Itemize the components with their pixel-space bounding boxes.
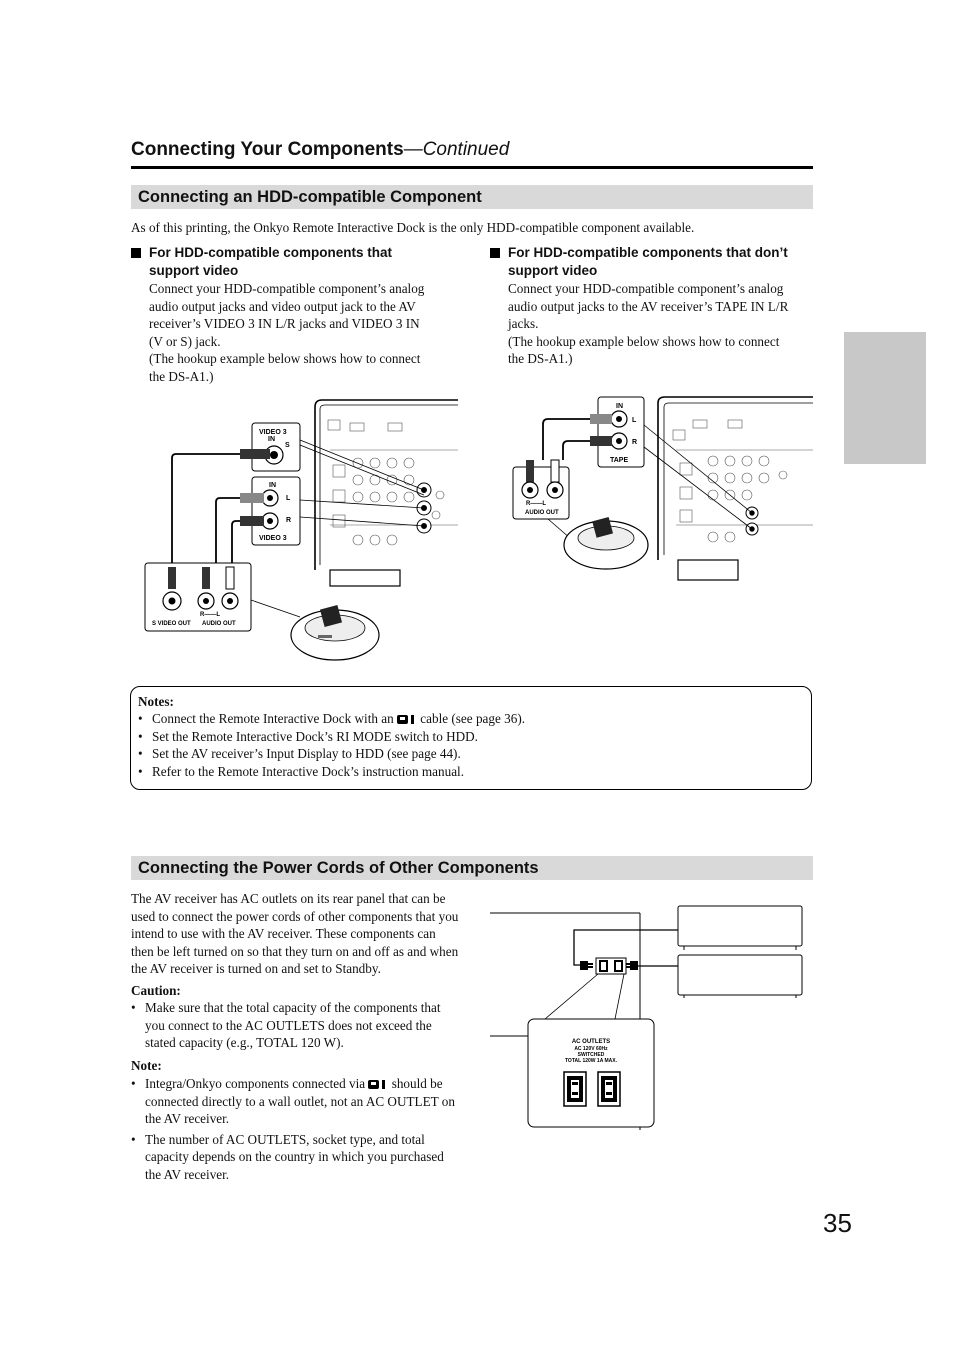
- cables: [172, 454, 240, 570]
- text-line: audio output jacks to the AV receiver’s TAPE IN L/R: [508, 298, 789, 314]
- dock-pointer-line: [251, 600, 300, 617]
- video3-label: VIDEO 3: [259, 429, 287, 436]
- ri-logo-icon: [397, 715, 417, 724]
- section-title-hdd: Connecting an HDD-compatible Component: [138, 188, 482, 206]
- dock-audio-out-panel: [513, 460, 569, 519]
- side-tab: [844, 332, 926, 464]
- ac-outlets-diagram: [490, 900, 810, 1132]
- caution-list: [131, 999, 441, 1052]
- text-line: [145, 1075, 455, 1093]
- r-label: R: [286, 517, 292, 524]
- text-line: (The hookup example below shows how to connect: [508, 333, 780, 349]
- left-col-heading-line2: support video: [149, 263, 239, 278]
- left-col-heading: [149, 244, 392, 280]
- remote-interactive-dock-image: [564, 517, 648, 569]
- note1-before: Integra/Onkyo components connected via: [145, 1076, 366, 1091]
- text-line: jacks.: [508, 316, 539, 332]
- r-l-label: R——L: [526, 501, 546, 507]
- square-bullet-icon: [131, 248, 141, 258]
- right-col-body: [508, 280, 788, 368]
- text-line: Connect your HDD-compatible component’s analog: [508, 281, 784, 296]
- right-col-heading: [508, 244, 788, 280]
- caution-title: Caution:: [131, 983, 181, 998]
- ac-outlets-title: AC OUTLETS: [571, 1039, 611, 1045]
- l-label: L: [286, 495, 291, 502]
- text-line: capacity depends on the country in which you purchased: [145, 1149, 444, 1165]
- plug-icon: [625, 961, 638, 970]
- audio-out-label: AUDIO OUT: [202, 621, 236, 627]
- page-heading-continued: —Continued: [403, 139, 510, 160]
- receiver-rear-panel: [315, 400, 458, 586]
- receiver-rear-panel: [658, 397, 813, 580]
- right-col-heading-line2: support video: [508, 263, 598, 278]
- note-text-before: Connect the Remote Interactive Dock with an: [152, 711, 394, 726]
- list-item: [131, 1131, 455, 1184]
- list-item: [131, 1075, 455, 1128]
- text-line: receiver’s VIDEO 3 IN L/R jacks and VIDEO 3 IN: [149, 316, 420, 332]
- callout-pointer-lines: [545, 974, 624, 1019]
- in-label: IN: [616, 403, 623, 410]
- callout-pointer-lines: [644, 425, 752, 529]
- hdd-video-hookup-diagram: [140, 395, 465, 670]
- text-line: the DS-A1.): [149, 368, 214, 384]
- ac-socket-icon: [564, 1072, 586, 1106]
- hdd-intro: As of this printing, the Onkyo Remote Interactive Dock is the only HDD-compatible component available.: [131, 220, 695, 235]
- tape-label: TAPE: [610, 457, 629, 464]
- l-label: L: [632, 417, 637, 424]
- list-item: [138, 710, 798, 728]
- page-heading: [131, 139, 509, 161]
- component-box-upper: [678, 906, 802, 950]
- hdd-audio-hookup-diagram: [508, 395, 818, 585]
- in-label: IN: [269, 482, 276, 489]
- notes-title: Notes:: [138, 694, 174, 709]
- in-label: IN: [268, 436, 275, 443]
- ac-outlets-line2: SWITCHED: [577, 1052, 605, 1058]
- note-list: [131, 1075, 455, 1184]
- text-line: the AV receiver.: [145, 1166, 230, 1182]
- list-item: [131, 999, 441, 1052]
- text-line: audio output jacks and video output jack to the AV: [149, 298, 416, 314]
- text-line: used to connect the power cords of other components that you: [131, 908, 459, 924]
- section-title-power: Connecting the Power Cords of Other Components: [138, 859, 539, 877]
- list-item: • Refer to the Remote Interactive Dock’s instruction manual.: [138, 763, 798, 781]
- outlet-pair-small: [596, 958, 626, 974]
- text-line: • Make sure that the total capacity of the components that: [145, 1000, 441, 1015]
- text-line: you connect to the AC OUTLETS does not exceed the: [145, 1017, 432, 1033]
- r-l-label: R——L: [200, 612, 220, 618]
- svideo-out-label: S VIDEO OUT: [152, 621, 191, 627]
- text-line: Connect your HDD-compatible component’s analog: [149, 281, 425, 296]
- heading-rule: [131, 166, 813, 169]
- video3-bottom-label: VIDEO 3: [259, 535, 287, 542]
- ac-outlets-line1: AC 120V 60Hz: [574, 1046, 608, 1052]
- ac-outlets-callout: [528, 1019, 654, 1127]
- video3-lr-jack-callout: [240, 477, 300, 545]
- left-col-heading-line1: For HDD-compatible components that: [149, 245, 393, 260]
- square-bullet-icon: [490, 248, 500, 258]
- right-col-heading-line1: For HDD-compatible components that don’t: [508, 245, 788, 260]
- text-line: (V or S) jack.: [149, 333, 221, 349]
- text-line: (The hookup example below shows how to connect: [149, 351, 421, 367]
- text-line: intend to use with the AV receiver. These components can: [131, 926, 436, 942]
- component-box-lower: [678, 955, 802, 998]
- list-item: • Set the Remote Interactive Dock’s RI MODE switch to HDD.: [138, 728, 798, 746]
- notes-list: [138, 710, 798, 780]
- note1-after: should be: [391, 1076, 443, 1091]
- note-text-after: cable (see page 36).: [420, 711, 526, 726]
- note-title: Note:: [131, 1058, 162, 1073]
- text-line: the AV receiver is turned on and set to Standby.: [131, 961, 381, 977]
- ac-socket-icon: [598, 1072, 620, 1106]
- audio-out-label: AUDIO OUT: [525, 510, 559, 516]
- r-label: R: [632, 439, 638, 446]
- video3-s-jack-callout: [240, 423, 300, 471]
- ac-outlets-line3: TOTAL 120W 1A MAX.: [564, 1058, 618, 1064]
- ri-logo-icon: [368, 1080, 388, 1089]
- dock-output-panel: [145, 563, 251, 631]
- tape-in-jack-callout: [590, 397, 644, 467]
- page-number: 35: [823, 1208, 852, 1238]
- cables: [543, 419, 590, 460]
- page-heading-main: Connecting Your Components: [131, 139, 404, 160]
- text-line: • The number of AC OUTLETS, socket type, and total: [145, 1131, 425, 1147]
- text-line: then be left turned on so that they turn on and off as and when: [131, 943, 459, 959]
- left-col-body: [149, 280, 424, 386]
- power-intro: [131, 890, 458, 978]
- list-item: • Set the AV receiver’s Input Display to HDD (see page 44).: [138, 745, 798, 763]
- text-line: connected directly to a wall outlet, not an AC OUTLET on: [145, 1093, 455, 1109]
- text-line: stated capacity (e.g., TOTAL 120 W).: [145, 1035, 344, 1051]
- text-line: the DS-A1.): [508, 351, 573, 367]
- remote-interactive-dock-image: [291, 605, 379, 660]
- plug-icon: [580, 961, 593, 970]
- text-line: the AV receiver.: [145, 1111, 230, 1127]
- s-label: S: [285, 442, 290, 449]
- text-line: The AV receiver has AC outlets on its rear panel that can be: [131, 891, 446, 906]
